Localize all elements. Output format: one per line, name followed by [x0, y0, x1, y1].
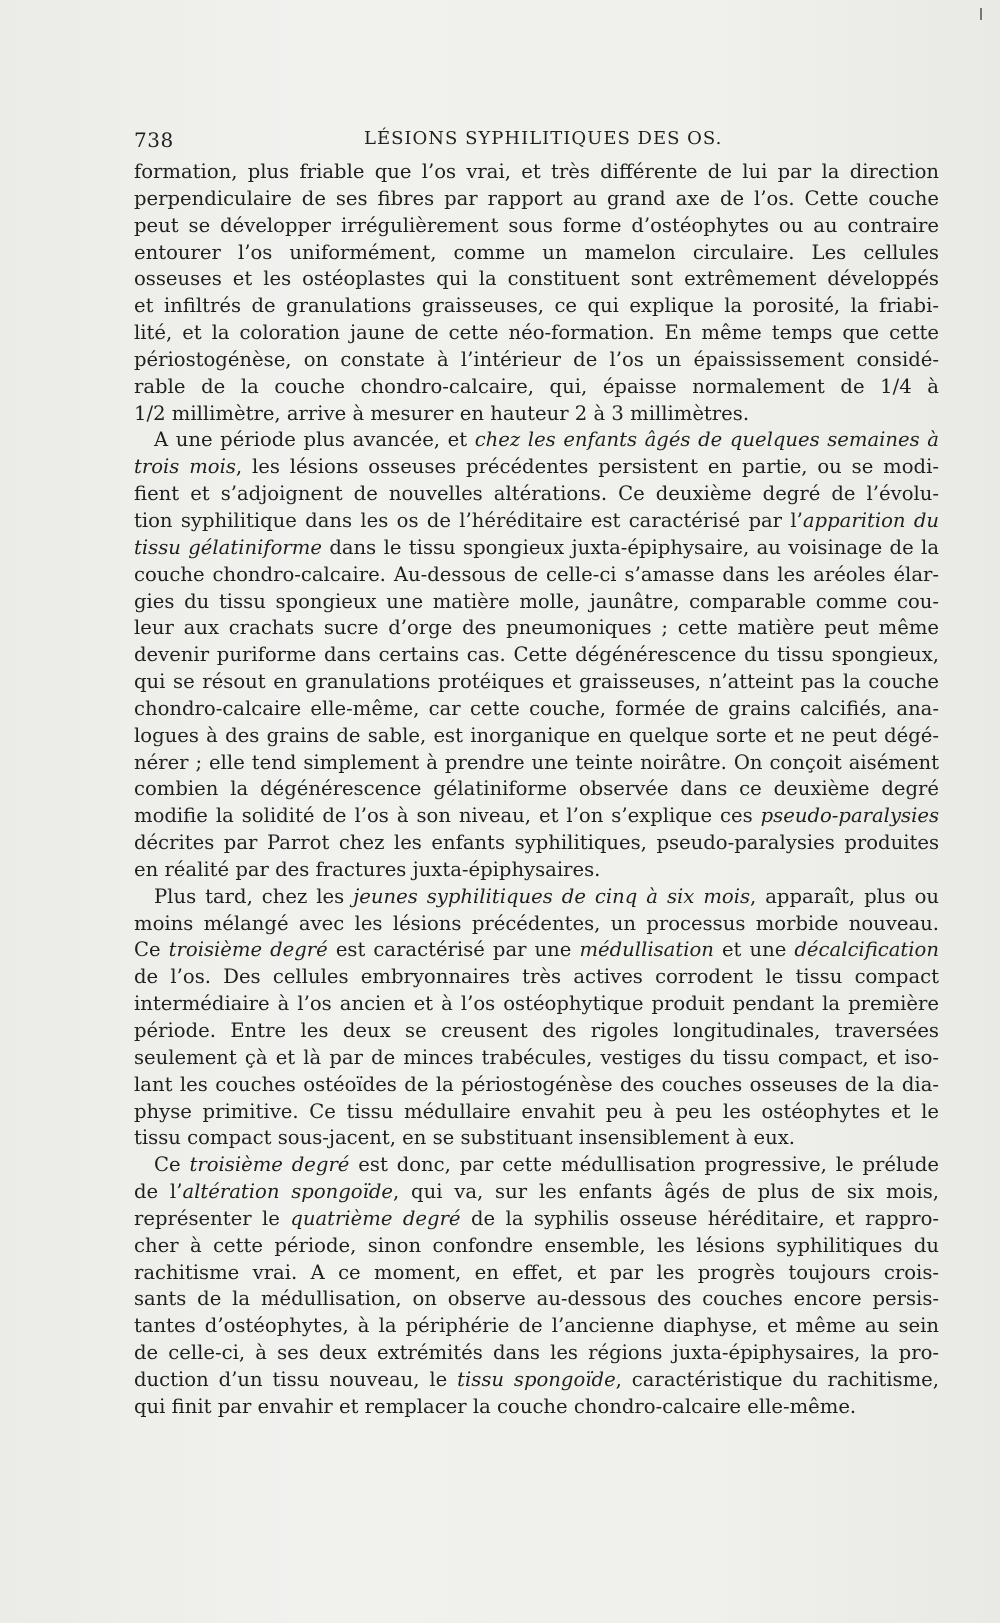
text-line: de l’altération spongoïde, qui va, sur les enfants âgés de plus de six mois, [134, 1180, 939, 1204]
page-number: 738 [134, 128, 174, 152]
text-line: duction d’un tissu nouveau, le tissu spongoïde, caractéristique du rachitisme, [134, 1367, 939, 1391]
text-line: qui se résout en granulations protéiques et graisseuses, n’atteint pas la couche [134, 670, 939, 694]
text-line: intermédiaire à l’os ancien et à l’os ostéophytique produit pendant la première [134, 992, 939, 1016]
text-line: moins mélangé avec les lésions précédentes, un processus morbide nouveau. [134, 911, 939, 935]
text-line: qui finit par envahir et remplacer la couche chondro-calcaire elle-même. [134, 1394, 857, 1418]
text-line: tissu compact sous-jacent, en se substituant insensiblement à eux. [134, 1126, 795, 1150]
text-line: gies du tissu spongieux une matière molle, jaunâtre, comparable comme cou- [134, 589, 939, 613]
text-line: A une période plus avancée, et chez les enfants âgés de quelques semaines à [154, 428, 939, 452]
text-line: rachitisme vrai. A ce moment, en effet, et par les progrès toujours crois- [134, 1260, 939, 1284]
text-line: en réalité par des fractures juxta-épiphysaires. [134, 857, 601, 881]
text-line: période. Entre les deux se creusent des rigoles longitudinales, traversées [134, 1019, 939, 1042]
text-line: combien la dégénérescence gélatiniforme observée dans ce deuxième degré [134, 777, 939, 801]
text-line: formation, plus friable que l’os vrai, et très différente de lui par la direction [134, 160, 939, 183]
page-header [134, 128, 934, 156]
text-line: logues à des grains de sable, est inorganique en quelque sorte et ne peut dégé- [134, 723, 939, 747]
text-line: leur aux crachats sucre d’orge des pneumoniques ; cette matière peut même [134, 616, 939, 640]
text-line: décrites par Parrot chez les enfants syphilitiques, pseudo-paralysies produites [134, 831, 939, 855]
text-line: physe primitive. Ce tissu médullaire envahit peu à peu les ostéophytes et le [134, 1099, 939, 1123]
text-line: rable de la couche chondro-calcaire, qui, épaisse normalement de 1/4 à [134, 374, 939, 398]
text-line: sants de la médullisation, on observe au-dessous des couches encore persis- [134, 1287, 939, 1311]
text-line: modifie la solidité de l’os à son niveau, et l’on s’explique ces pseudo-paralysies [134, 804, 939, 828]
text-line: tantes d’ostéophytes, à la périphérie de l’ancienne diaphyse, et même au sein [134, 1314, 939, 1338]
text-line: couche chondro-calcaire. Au-dessous de celle-ci s’amasse dans les aréoles élar- [134, 562, 939, 586]
text-line: lité, et la coloration jaune de cette néo-formation. En même temps que cette [134, 321, 939, 345]
body-text [134, 159, 939, 1421]
text-line: Ce troisième degré est caractérisé par une médullisation et une décalcification [134, 938, 939, 962]
running-title: LÉSIONS SYPHILITIQUES DES OS. [364, 128, 723, 149]
text-line: lant les couches ostéoïdes de la périostogénèse des couches osseuses de la dia- [134, 1072, 939, 1096]
text-line: entourer l’os uniformément, comme un mamelon circulaire. Les cellules [134, 240, 939, 264]
text-line: représenter le quatrième degré de la syphilis osseuse héréditaire, et rappro- [134, 1206, 939, 1230]
margin-mark [980, 8, 982, 20]
text-line: de celle-ci, à ses deux extrémités dans les régions juxta-épiphysaires, la pro- [134, 1341, 939, 1365]
text-line: nérer ; elle tend simplement à prendre une teinte noirâtre. On conçoit aisément [134, 750, 939, 774]
text-line: tissu gélatiniforme dans le tissu spongieux juxta-épiphysaire, au voisinage de la [134, 535, 939, 559]
text-line: perpendiculaire de ses fibres par rapport au grand axe de l’os. Cette couche [134, 186, 939, 210]
text-line: trois mois, les lésions osseuses précédentes persistent en partie, ou se modi- [134, 455, 939, 479]
text-line: peut se développer irrégulièrement sous forme d’ostéophytes ou au contraire [134, 213, 939, 237]
text-line: seulement çà et là par de minces trabécules, vestiges du tissu compact, et iso- [134, 1045, 939, 1069]
text-line: périostogénèse, on constate à l’intérieur de l’os un épaississement considé- [134, 347, 939, 371]
text-line: fient et s’adjoignent de nouvelles altérations. Ce deuxième degré de l’évolu- [134, 482, 939, 506]
text-line: devenir puriforme dans certains cas. Cette dégénérescence du tissu spongieux, [134, 643, 939, 667]
text-line: et infiltrés de granulations graisseuses, ce qui explique la porosité, la friabi- [134, 294, 939, 318]
text-line: tion syphilitique dans les os de l’héréditaire est caractérisé par l’apparition du [134, 508, 939, 532]
text-line: chondro-calcaire elle-même, car cette couche, formée de grains calcifiés, ana- [134, 696, 939, 720]
text-line: 1/2 millimètre, arrive à mesurer en hauteur 2 à 3 millimètres. [134, 401, 750, 425]
text-line: Plus tard, chez les jeunes syphilitiques de cinq à six mois, apparaît, plus ou [154, 884, 939, 908]
text-line: Ce troisième degré est donc, par cette médullisation progressive, le prélude [154, 1153, 939, 1177]
text-line: osseuses et les ostéoplastes qui la constituent sont extrêmement développés [134, 267, 939, 291]
text-line: de l’os. Des cellules embryonnaires très actives corrodent le tissu compact [134, 965, 939, 989]
text-line: cher à cette période, sinon confondre ensemble, les lésions syphilitiques du [134, 1233, 939, 1257]
